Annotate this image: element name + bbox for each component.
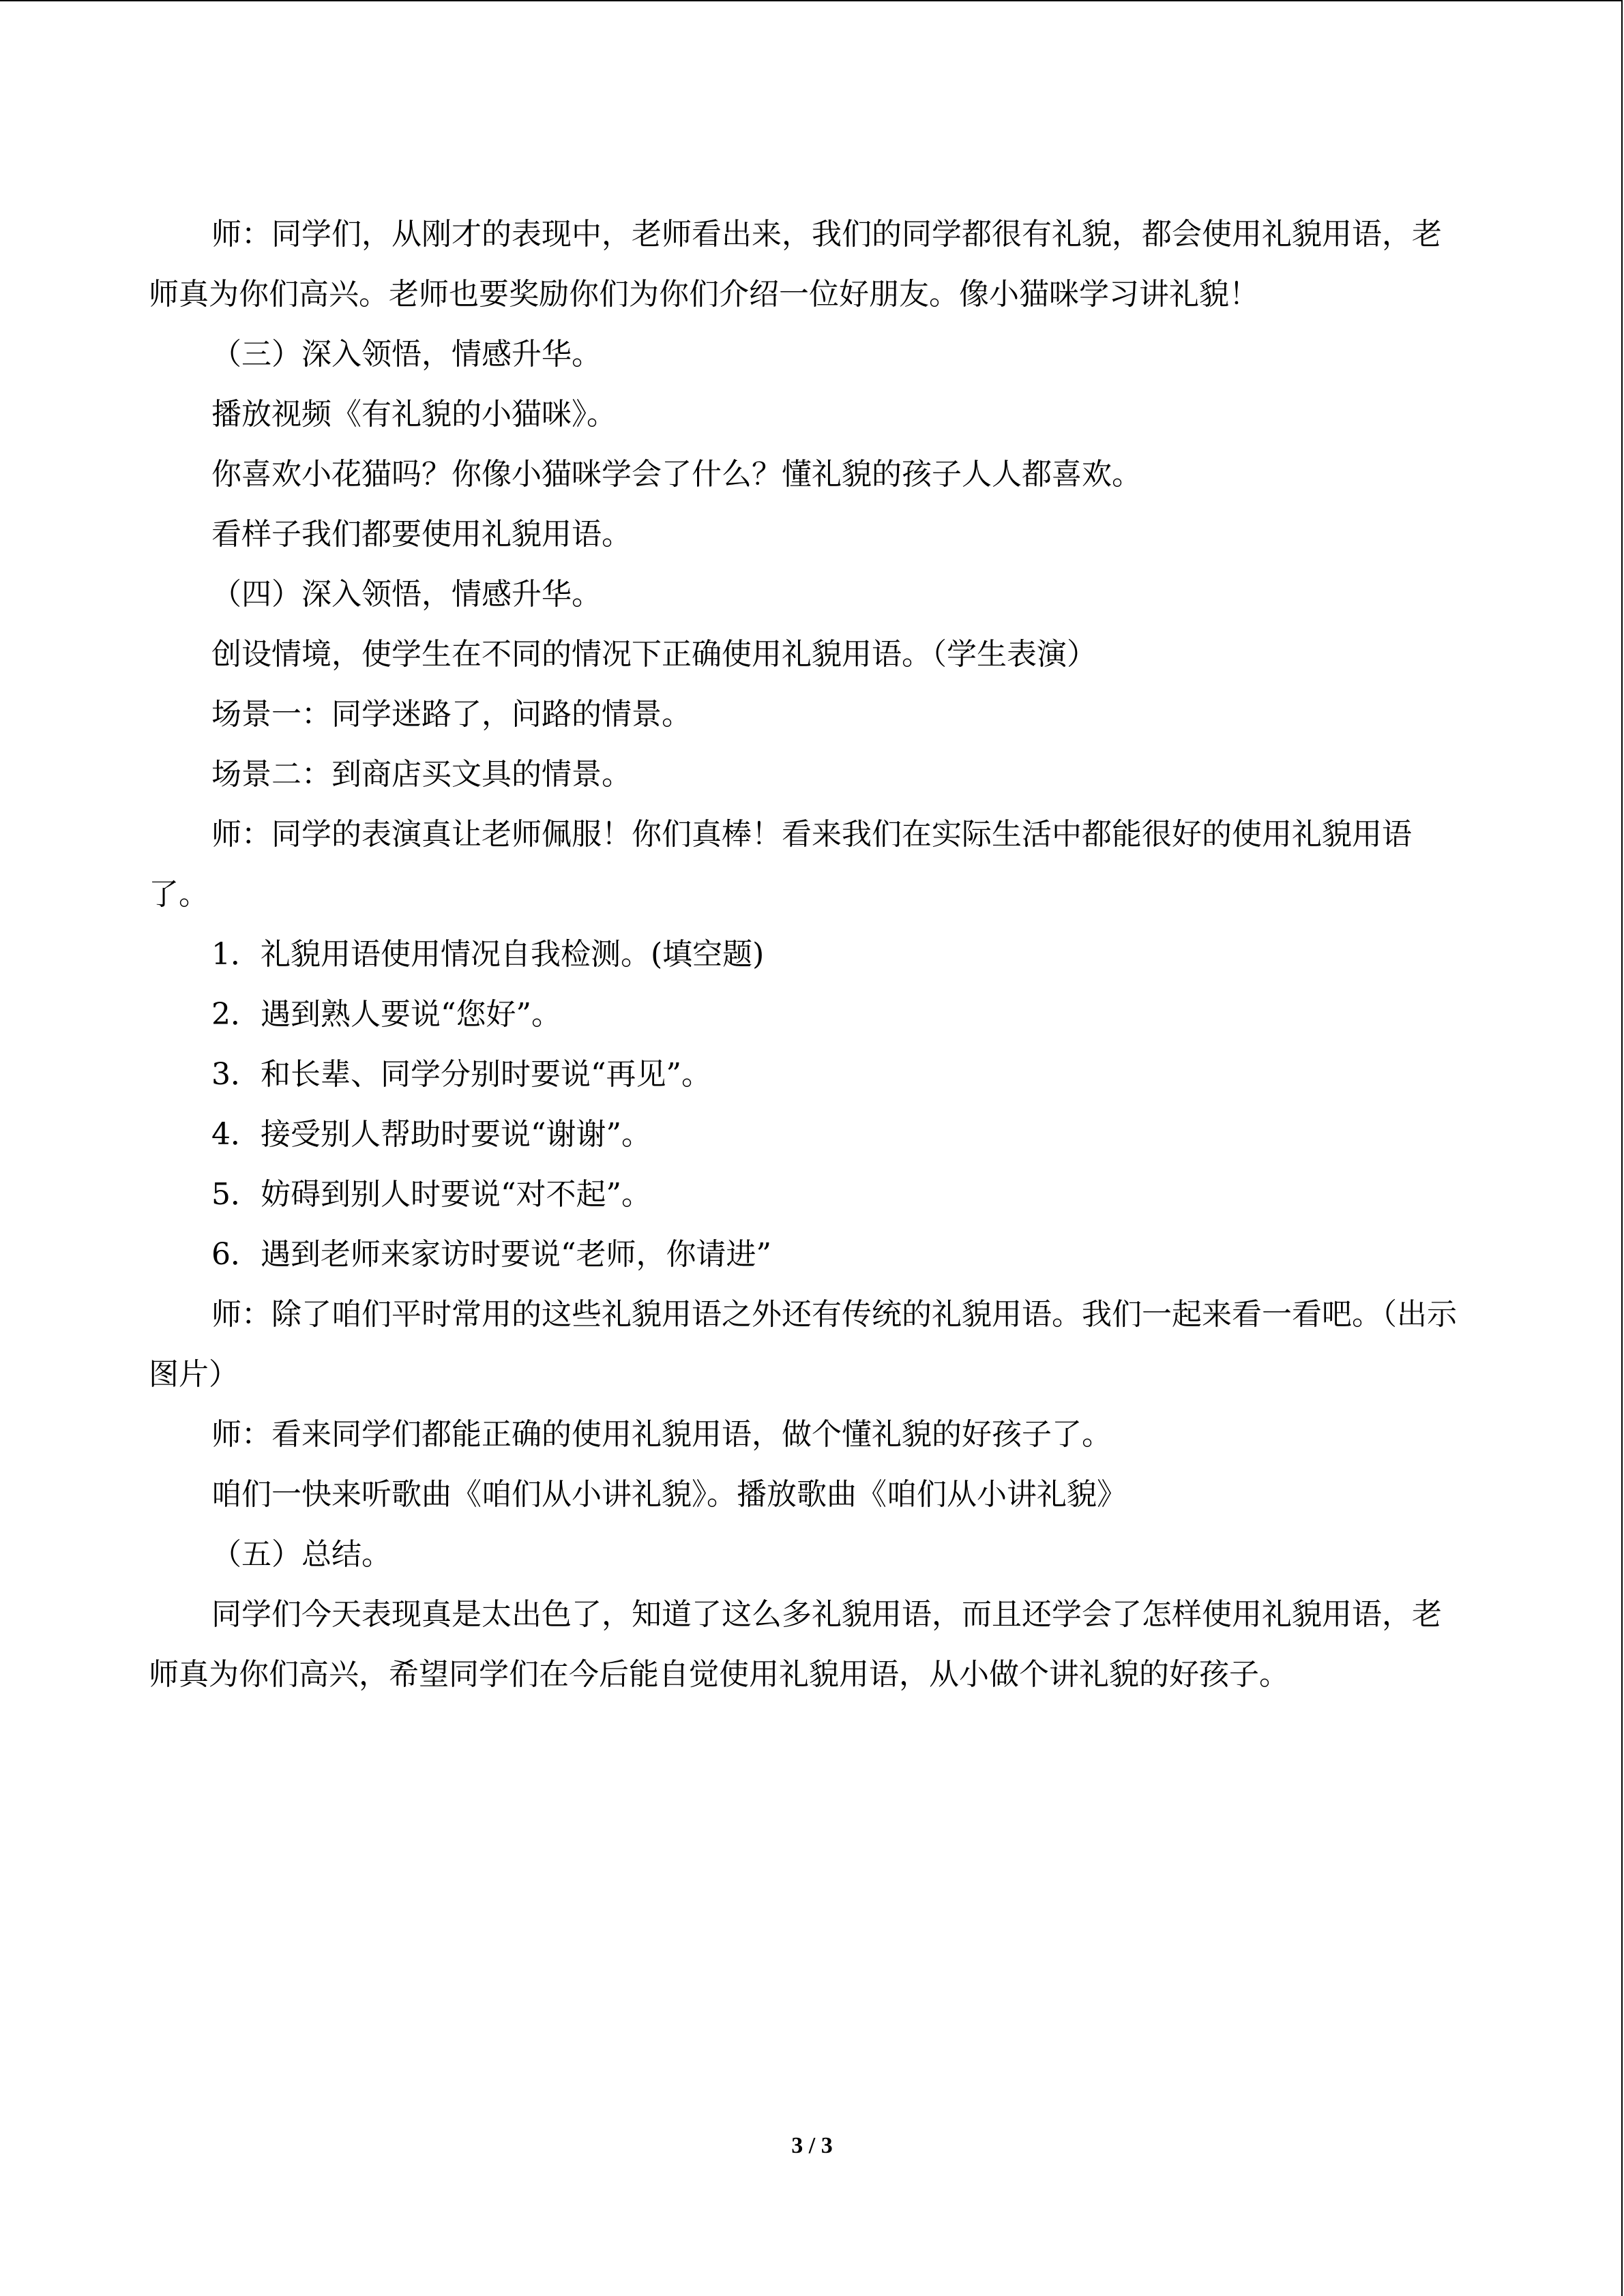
paragraph: 场景二：到商店买文具的情景。 xyxy=(211,757,632,792)
paragraph: 咱们一快来听歌曲《咱们从小讲礼貌》。播放歌曲《咱们从小讲礼貌》 xyxy=(211,1477,1127,1512)
paragraph: 师：同学们，从刚才的表现中，老师看出来，我们的同学都很有礼貌，都会使用礼貌用语，老师真为你们高兴。老师也要奖励你们为你们介绍一位好朋友。像小猫咪学习讲礼貌！ xyxy=(149,217,1442,312)
paragraph: 师：同学的表演真让老师佩服！你们真棒！看来我们在实际生活中都能很好的使用礼貌用语了。 xyxy=(149,817,1412,912)
list-item: 5．妨碍到别人时要说“对不起”。 xyxy=(211,1177,651,1212)
paragraph: 师：看来同学们都能正确的使用礼貌用语，做个懂礼貌的好孩子了。 xyxy=(211,1417,1112,1452)
paragraph: 播放视频《有礼貌的小猫咪》。 xyxy=(211,397,617,432)
paragraph: 创设情境，使学生在不同的情况下正确使用礼貌用语。（学生表演） xyxy=(211,637,1097,672)
list-item: 1．礼貌用语使用情况自我检测。(填空题) xyxy=(211,937,765,972)
section-heading: （四）深入领悟，情感升华。 xyxy=(211,577,602,612)
paragraph: 看样子我们都要使用礼貌用语。 xyxy=(211,517,632,552)
list-item: 2．遇到熟人要说“您好”。 xyxy=(211,997,561,1032)
section-heading: （三）深入领悟，情感升华。 xyxy=(211,337,602,372)
list-item: 6．遇到老师来家访时要说“老师，你请进” xyxy=(211,1237,771,1272)
paragraph: 你喜欢小花猫吗？你像小猫咪学会了什么？懂礼貌的孩子人人都喜欢。 xyxy=(211,457,1142,492)
section-heading: （五）总结。 xyxy=(211,1537,392,1572)
list-item: 3．和长辈、同学分别时要说“再见”。 xyxy=(211,1057,711,1092)
list-item: 4．接受别人帮助时要说“谢谢”。 xyxy=(211,1117,651,1152)
document-body xyxy=(149,205,1465,1705)
paragraph: 师：除了咱们平时常用的这些礼貌用语之外还有传统的礼貌用语。我们一起来看一看吧。（出示图片） xyxy=(149,1297,1457,1392)
paragraph: 场景一：同学迷路了，问路的情景。 xyxy=(211,697,692,732)
paragraph: 同学们今天表现真是太出色了，知道了这么多礼貌用语，而且还学会了怎样使用礼貌用语，老师真为你们高兴，希望同学们在今后能自觉使用礼貌用语，从小做个讲礼貌的好孩子。 xyxy=(149,1597,1442,1692)
page-number: 3 / 3 xyxy=(791,2133,833,2158)
